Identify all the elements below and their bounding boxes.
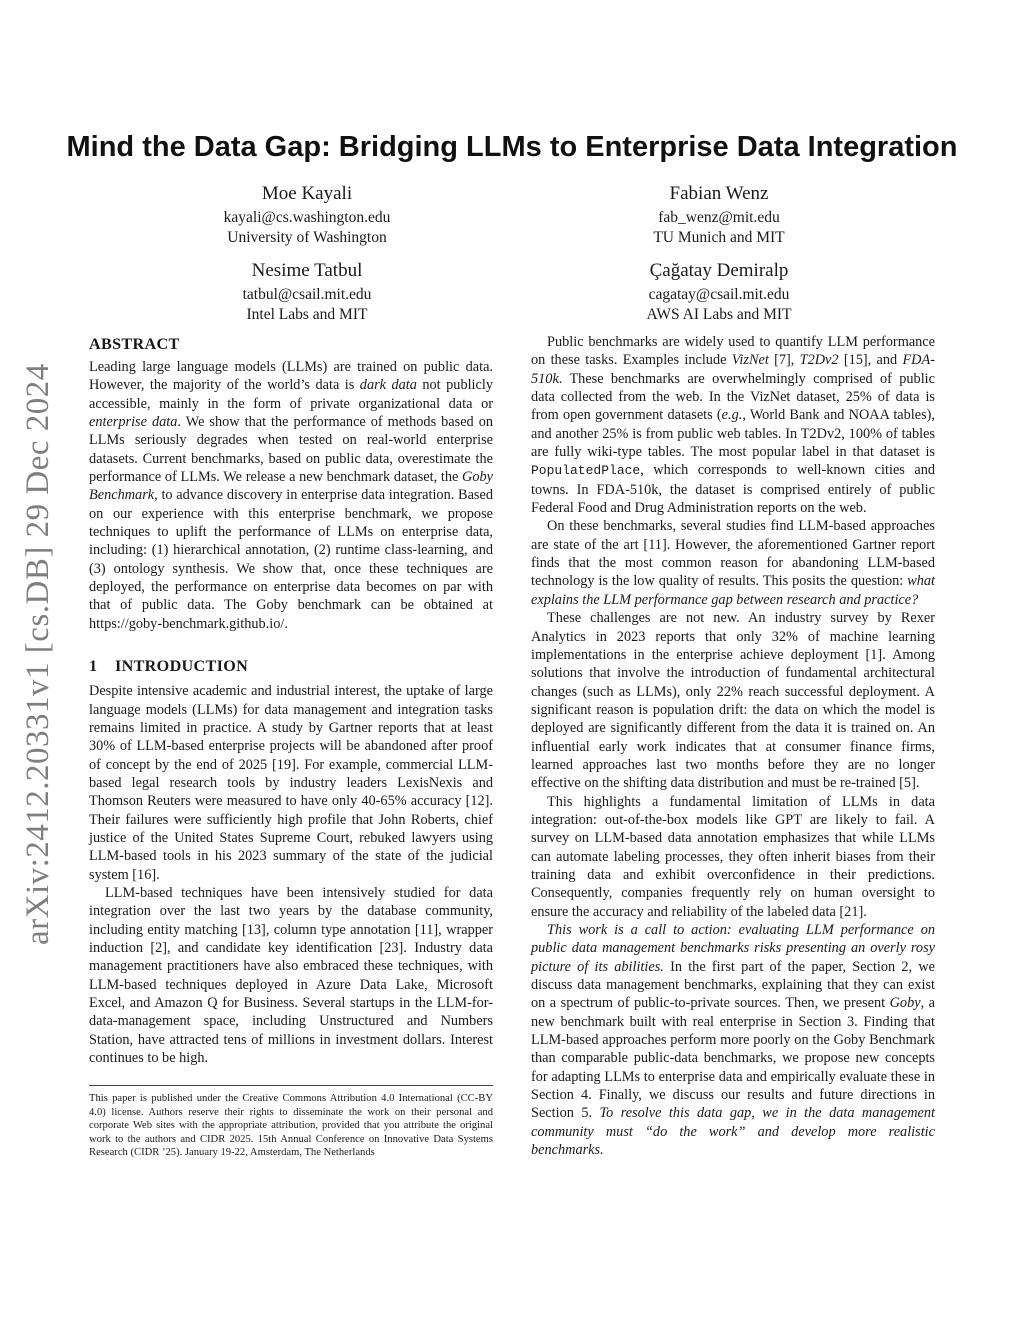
body-paragraph: This work is a call to action: evaluating LLM performance on public data management benchmarks risks presenting an overly rosy picture of its abilities. In the first part of the paper, Section 2, we discuss data management benchmarks, explaining that they can exist on a spectrum of public-to-private sources. Then, we present Goby, a new benchmark built with real enterprise in Section 3. Finding that LLM-based approaches perform more poorly on the Goby Benchmark than comparable public-data benchmarks, we propose new concepts for adapting LLMs to enterprise data and empirically evaluate these in Section 4. Finally, we discuss our results and future directions in Section 5. To resolve this data gap, we in the data management community must “do the work” and develop more realistic benchmarks. xyxy=(531,922,935,1159)
copyright-footnote xyxy=(89,1085,493,1160)
author-name: Moe Kayali xyxy=(261,183,353,204)
author-block xyxy=(539,259,899,325)
paper-title: Mind the Data Gap: Bridging LLMs to Enterprise Data Integration xyxy=(66,131,958,163)
right-column xyxy=(531,333,935,1159)
author-email: kayali@cs.washington.edu xyxy=(223,209,391,226)
section-title: INTRODUCTION xyxy=(115,657,249,676)
body-paragraph: Public benchmarks are widely used to quantify LLM performance on these tasks. Examples include VizNet [7], T2Dv2 [15], and FDA-510k. These benchmarks are overwhelmingly comprised of public data collected from the web. In the VizNet dataset, 25% of data is from open government datasets (e.g., World Bank and NOAA tables), and another 25% is from public web tables. In T2Dv2, 100% of tables are fully wiki-type tables. The most popular label in that dataset is PopulatedPlace, which corresponds to well-known cities and towns. In FDA-510k, the dataset is comprised entirely of public Federal Food and Drug Administration reports on the web. xyxy=(531,334,936,517)
author-affiliation: Intel Labs and MIT xyxy=(246,306,368,323)
author-email: fab_wenz@mit.edu xyxy=(658,209,780,226)
author-block xyxy=(127,182,487,248)
left-column xyxy=(89,333,493,1067)
author-block xyxy=(127,259,487,325)
author-name: Nesime Tatbul xyxy=(251,260,363,281)
body-paragraph: On these benchmarks, several studies find LLM-based approaches are state of the art [11]. However, the aforementioned Gartner report finds that the most common reason for abandoning LLM-based technology is the low quality of results. This posits the question: what explains the LLM performance gap between research and practice? xyxy=(531,518,935,608)
abstract-heading: ABSTRACT xyxy=(89,335,180,353)
introduction-heading xyxy=(89,655,493,677)
intro-paragraph: LLM-based techniques have been intensively studied for data integration over the last two years by the database community, including entity matching [13], column type annotation [11], wrapper induction [2], and candidate key identification [23]. Industry data management practitioners have also embraced these techniques, with LLM-based techniques deployed in Azure Data Lake, Microsoft Excel, and Amazon Q for Business. Several startups in the LLM-for-data-management space, including Unstructured and Numbers Station, have attracted tens of millions in investment dollars. Interest continues to be high. xyxy=(89,884,493,1067)
footnote-text: This paper is published under the Creative Commons Attribution 4.0 International (CC-BY 4.0) license. Authors reserve their rights to disseminate the work on their personal and corporate Web sites with the appropriate attribution, provided that you attribute the original work to the authors and CIDR 2025. 15th Annual Conference on Innovative Data Systems Research (CIDR ’25). January 19-22, Amsterdam, The Netherlands xyxy=(89,1093,493,1159)
author-block xyxy=(539,182,899,248)
author-email: cagatay@csail.mit.edu xyxy=(648,286,790,303)
author-affiliation: TU Munich and MIT xyxy=(653,229,785,246)
author-name: Fabian Wenz xyxy=(669,183,769,204)
author-affiliation: AWS AI Labs and MIT xyxy=(646,306,792,323)
intro-paragraph: Despite intensive academic and industrial interest, the uptake of large language models (LLMs) for data management and integration tasks remains limited in practice. A study by Gartner reports that at least 30% of LLM-based enterprise projects will be abandoned after proof of concept by the end of 2025 [19]. For example, commercial LLM-based legal research tools by industry leaders LexisNexis and Thomson Reuters were measured to have only 40-65% accuracy [12]. Their failures were sufficiently high profile that John Roberts, chief justice of the United States Supreme Court, rebuked lawyers using LLM-based tools in his 2023 summary of the state of the judicial system [16]. xyxy=(89,683,493,883)
author-email: tatbul@csail.mit.edu xyxy=(242,286,372,303)
body-paragraph: This highlights a fundamental limitation of LLMs in data integration: out-of-the-box models like GPT are likely to fail. A survey on LLM-based data annotation emphasizes that while LLMs can automate labeling processes, they often inherit biases from their training data and exhibit overconfidence in their predictions. Consequently, companies frequently rely on human oversight to ensure the accuracy and reliability of the labeled data [21]. xyxy=(531,793,935,920)
author-name: Çağatay Demiralp xyxy=(649,260,789,281)
abstract-text: Leading large language models (LLMs) are trained on public data. However, the majority of the world’s data is dark data not publicly accessible, mainly in the form of private organizational data or enterprise data. We show that the performance of methods based on LLMs seriously degrades when tested on real-world enterprise datasets. Current benchmarks, based on public data, overestimate the performance of LLMs. We release a new benchmark dataset, the Goby Benchmark, to advance discovery in enterprise data integration. Based on our experience with this enterprise benchmark, we propose techniques to uplift the performance of LLMs on enterprise data, including: (1) hierarchical annotation, (2) runtime class-learning, and (3) ontology synthesis. We show that, once these techniques are deployed, the performance on enterprise data becomes on par with that of public data. The Goby benchmark can be obtained at https://goby-benchmark.github.io/. xyxy=(89,359,493,632)
arxiv-identifier: arXiv:2412.20331v1 [cs.DB] 29 Dec 2024 xyxy=(20,363,56,945)
author-affiliation: University of Washington xyxy=(227,229,387,246)
code-label: PopulatedPlace xyxy=(531,463,641,479)
body-paragraph: These challenges are not new. An industry survey by Rexer Analytics in 2023 reports that only 32% of machine learning implementations in the enterprise achieve deployment [1]. Among solutions that involve the introduction of fundamental architectural changes (such as LLMs), only 22% reach successful deployment. A significant reason is population drift: the data on which the model is deployed are significantly different from the data it is trained on. An influential early work indicates that at consumer finance firms, learned approaches last two months before they are no longer effective on the shifting data distribution and must be re-trained [5]. xyxy=(531,610,935,792)
section-number: 1 xyxy=(89,657,98,676)
